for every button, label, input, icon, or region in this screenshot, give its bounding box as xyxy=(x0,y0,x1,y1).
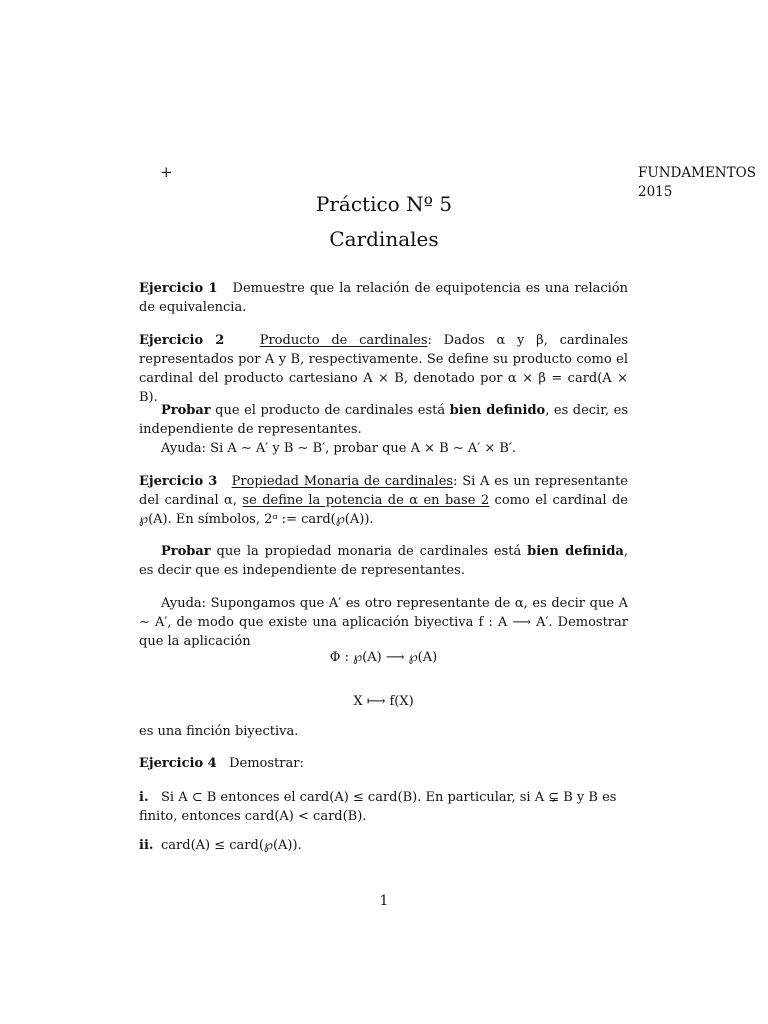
course-year: 2015 xyxy=(638,184,673,200)
page-number: 1 xyxy=(379,893,389,909)
exercise-4-label: Ejercicio 4 xyxy=(139,756,217,771)
probar-text-2: que la propiedad monaria de cardinales está xyxy=(210,544,528,559)
exercise-4 xyxy=(139,754,628,773)
exercise-2-ayuda: Ayuda: Si A ∼ A′ y B ∼ B′, probar que A × B ∼ A′ × B′. xyxy=(161,441,517,456)
exercise-3-ayuda: Ayuda: Supongamos que A′ es otro representante de α, es decir que A ∼ A′, de modo que existe una aplicación biyectiva f : A ⟶ A′. Demostrar que la aplicación xyxy=(139,596,628,649)
exercise-2-topic: Producto de cardinales xyxy=(259,333,428,348)
item-text: Si A ⊂ B entonces el card(A) ≤ card(B). En particular, si A ⊊ B y B es finito, entonces card(A) < card(B). xyxy=(139,790,617,824)
exercise-2-probar xyxy=(139,401,628,439)
course-name: FUNDAMENTOS xyxy=(638,165,756,181)
page-title: Práctico Nº 5 xyxy=(315,192,453,216)
item-label: i. xyxy=(139,790,149,805)
item-text: card(A) ≤ card(℘(A)). xyxy=(161,838,302,853)
plus-mark: + xyxy=(160,163,173,181)
exercise-3-text-b: como el cardinal de ℘(A). En símbolos, 2ᵅ := card(℘(A)). xyxy=(139,493,629,527)
probar-text-end: , es decir, es independiente de representantes. xyxy=(139,403,628,437)
probar-keyword: Probar xyxy=(161,403,211,418)
bien-definido-keyword: bien definido xyxy=(449,403,546,418)
page-subtitle: Cardinales xyxy=(329,227,439,251)
exercise-3-probar xyxy=(139,542,628,580)
exercise-3 xyxy=(139,472,628,529)
exercise-1-text: Demuestre que la relación de equipotencia es una relación de equivalencia. xyxy=(139,281,628,315)
exercise-3-text-a: : Si A es un representante del cardinal α, xyxy=(139,474,628,508)
exercise-3-topic: Propiedad Monaria de cardinales xyxy=(231,474,454,489)
exercise-1 xyxy=(139,279,628,317)
list-item xyxy=(139,788,628,826)
exercise-3-label: Ejercicio 3 xyxy=(139,474,218,489)
exercise-4-text: Demostrar: xyxy=(229,756,304,771)
exercise-1-label: Ejercicio 1 xyxy=(139,281,218,296)
bien-definida-keyword: bien definida xyxy=(527,544,624,559)
exercise-2-text: : Dados α y β, cardinales representados por A y B, respectivamente. Se define su producto como el cardinal del producto cartesiano A × B, denotado por α × β = card(A × B). xyxy=(139,333,628,405)
exercise-3-closing: es una finción biyectiva. xyxy=(139,724,299,739)
probar-keyword-2: Probar xyxy=(161,544,211,559)
exercise-3-definition: se define la potencia de α en base 2 xyxy=(242,493,490,508)
probar-text: que el producto de cardinales está xyxy=(210,403,450,418)
formula-phi: Φ : ℘(A) ⟶ ℘(A) xyxy=(329,650,438,665)
list-item xyxy=(139,836,628,855)
probar-text-2-end: , es decir que es independiente de representantes. xyxy=(139,544,628,578)
formula-map: X ⟼ f(X) xyxy=(353,694,414,709)
exercise-2-label: Ejercicio 2 xyxy=(139,333,225,348)
exercise-2 xyxy=(139,331,628,407)
item-label: ii. xyxy=(139,838,154,853)
